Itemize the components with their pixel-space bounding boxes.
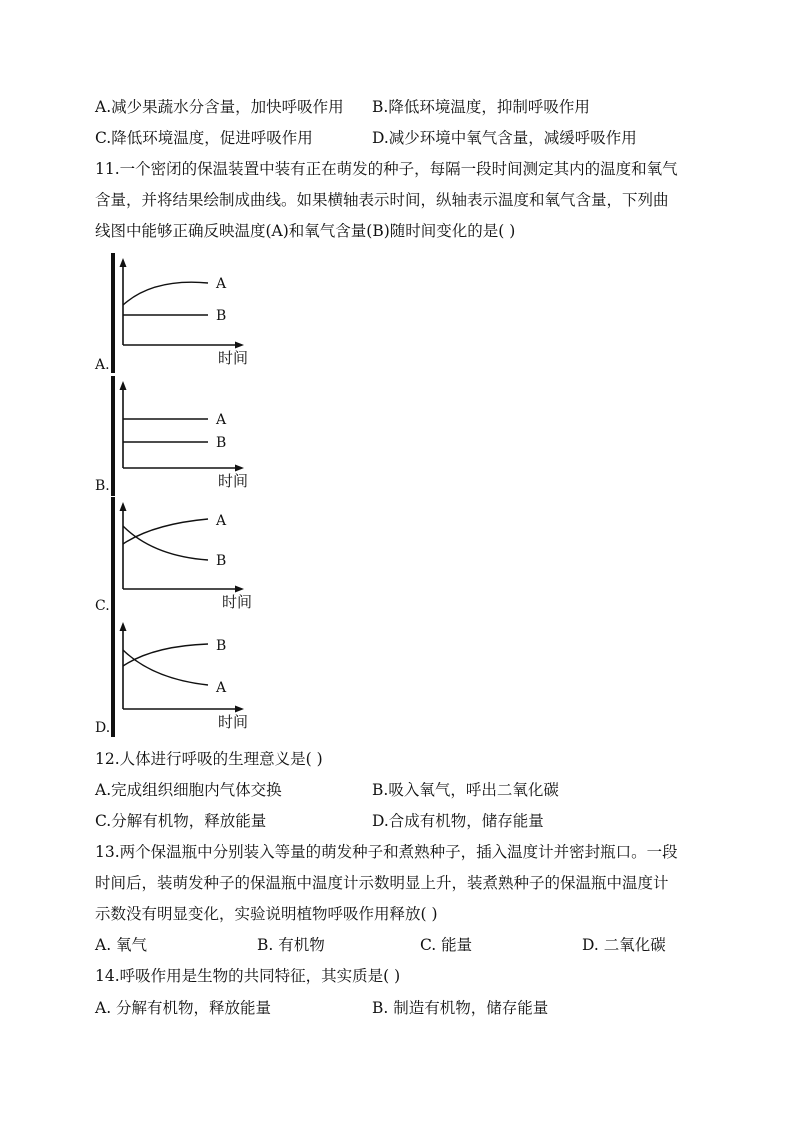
q13-stem-line-3: 示数没有明显变化，实验说明植物呼吸作用释放( ): [95, 905, 438, 923]
graph-a-x-axis-label: 时间: [218, 349, 249, 367]
q11-stem-line-2: 含量，并将结果绘制成曲线。如果横轴表示时间，纵轴表示温度和氧气含量，下列曲: [95, 191, 669, 209]
graph-b-x-axis-label: 时间: [218, 472, 249, 490]
graph-a-y-arrow: [120, 258, 127, 267]
graph-c-curve-top-label: A: [216, 513, 227, 529]
q12-stem: 12.人体进行呼吸的生理意义是( ): [95, 750, 323, 768]
graph-d-left-bar: [111, 617, 115, 737]
graph-c-curve-bottom-label: B: [216, 553, 227, 569]
graph-c-curve-top: [123, 519, 208, 544]
graph-b-y-arrow: [120, 381, 127, 390]
q13-stem-line-1: 13.两个保温瓶中分别装入等量的萌发种子和煮熟种子，插入温度计并密封瓶口。一段: [95, 843, 678, 861]
graph-b-curve-top-label: A: [216, 412, 227, 428]
q10-option-b: B.降低环境温度，抑制呼吸作用: [372, 98, 590, 116]
q13-stem-line-2: 时间后，装萌发种子的保温瓶中温度计示数明显上升，装煮熟种子的保温瓶中温度计: [95, 874, 669, 892]
graph-b-curve-bottom-label: B: [216, 435, 227, 451]
q11-graph-b: [108, 373, 268, 498]
q12-option-c: C.分解有机物，释放能量: [95, 812, 267, 830]
graph-c-left-bar: [111, 497, 115, 617]
q11-graph-d: [108, 614, 268, 739]
graph-a-curve-top-label: A: [216, 276, 227, 292]
graph-d-curve-bottom: [123, 650, 208, 685]
q13-option-b: B. 有机物: [257, 936, 325, 954]
q14-option-b: B. 制造有机物，储存能量: [372, 999, 549, 1017]
graph-c-curve-bottom: [123, 526, 208, 560]
graph-a-curve-bottom-label: B: [216, 308, 227, 324]
q14-option-a: A. 分解有机物，释放能量: [95, 999, 272, 1017]
q12-option-a: A.完成组织细胞内气体交换: [95, 781, 282, 799]
q11-graph-c-label: C.: [95, 598, 110, 614]
q14-stem: 14.呼吸作用是生物的共同特征，其实质是( ): [95, 967, 401, 985]
graph-d-curve-bottom-label: A: [216, 680, 227, 696]
q12-option-b: B.吸入氧气，呼出二氧化碳: [372, 781, 559, 799]
q13-option-c: C. 能量: [420, 936, 473, 954]
q10-option-c: C.降低环境温度，促进呼吸作用: [95, 129, 313, 147]
graph-b-left-bar: [111, 376, 115, 496]
q13-option-d: D. 二氧化碳: [582, 936, 666, 954]
q10-option-a: A.减少果蔬水分含量，加快呼吸作用: [95, 98, 344, 116]
q11-graph-c: [108, 494, 268, 619]
graph-b-x-arrow: [235, 465, 244, 472]
q10-option-d: D.减少环境中氧气含量，减缓呼吸作用: [372, 129, 637, 147]
graph-a-x-arrow: [235, 342, 244, 349]
graph-a-curve-top: [123, 282, 208, 305]
graph-a-left-bar: [111, 253, 115, 373]
graph-c-y-arrow: [120, 502, 127, 511]
graph-d-curve-top: [123, 644, 208, 666]
q11-graph-a-label: A.: [95, 357, 110, 373]
graph-c-x-arrow: [235, 586, 244, 593]
graph-c-x-axis-label: 时间: [222, 593, 253, 611]
graph-d-curve-top-label: B: [216, 638, 227, 654]
q11-graph-d-label: D.: [95, 720, 111, 736]
graph-d-y-arrow: [120, 622, 127, 631]
graph-d-x-axis-label: 时间: [218, 713, 249, 731]
graph-d-x-arrow: [235, 706, 244, 713]
q12-option-d: D.合成有机物，储存能量: [372, 812, 544, 830]
q11-stem-line-3: 线图中能够正确反映温度(A)和氧气含量(B)随时间变化的是( ): [95, 222, 516, 240]
q11-graph-b-label: B.: [95, 478, 110, 494]
q13-option-a: A. 氧气: [95, 936, 148, 954]
q11-stem-line-1: 11.一个密闭的保温装置中装有正在萌发的种子，每隔一段时间测定其内的温度和氧气: [95, 160, 678, 178]
q11-graph-a: [108, 250, 268, 375]
